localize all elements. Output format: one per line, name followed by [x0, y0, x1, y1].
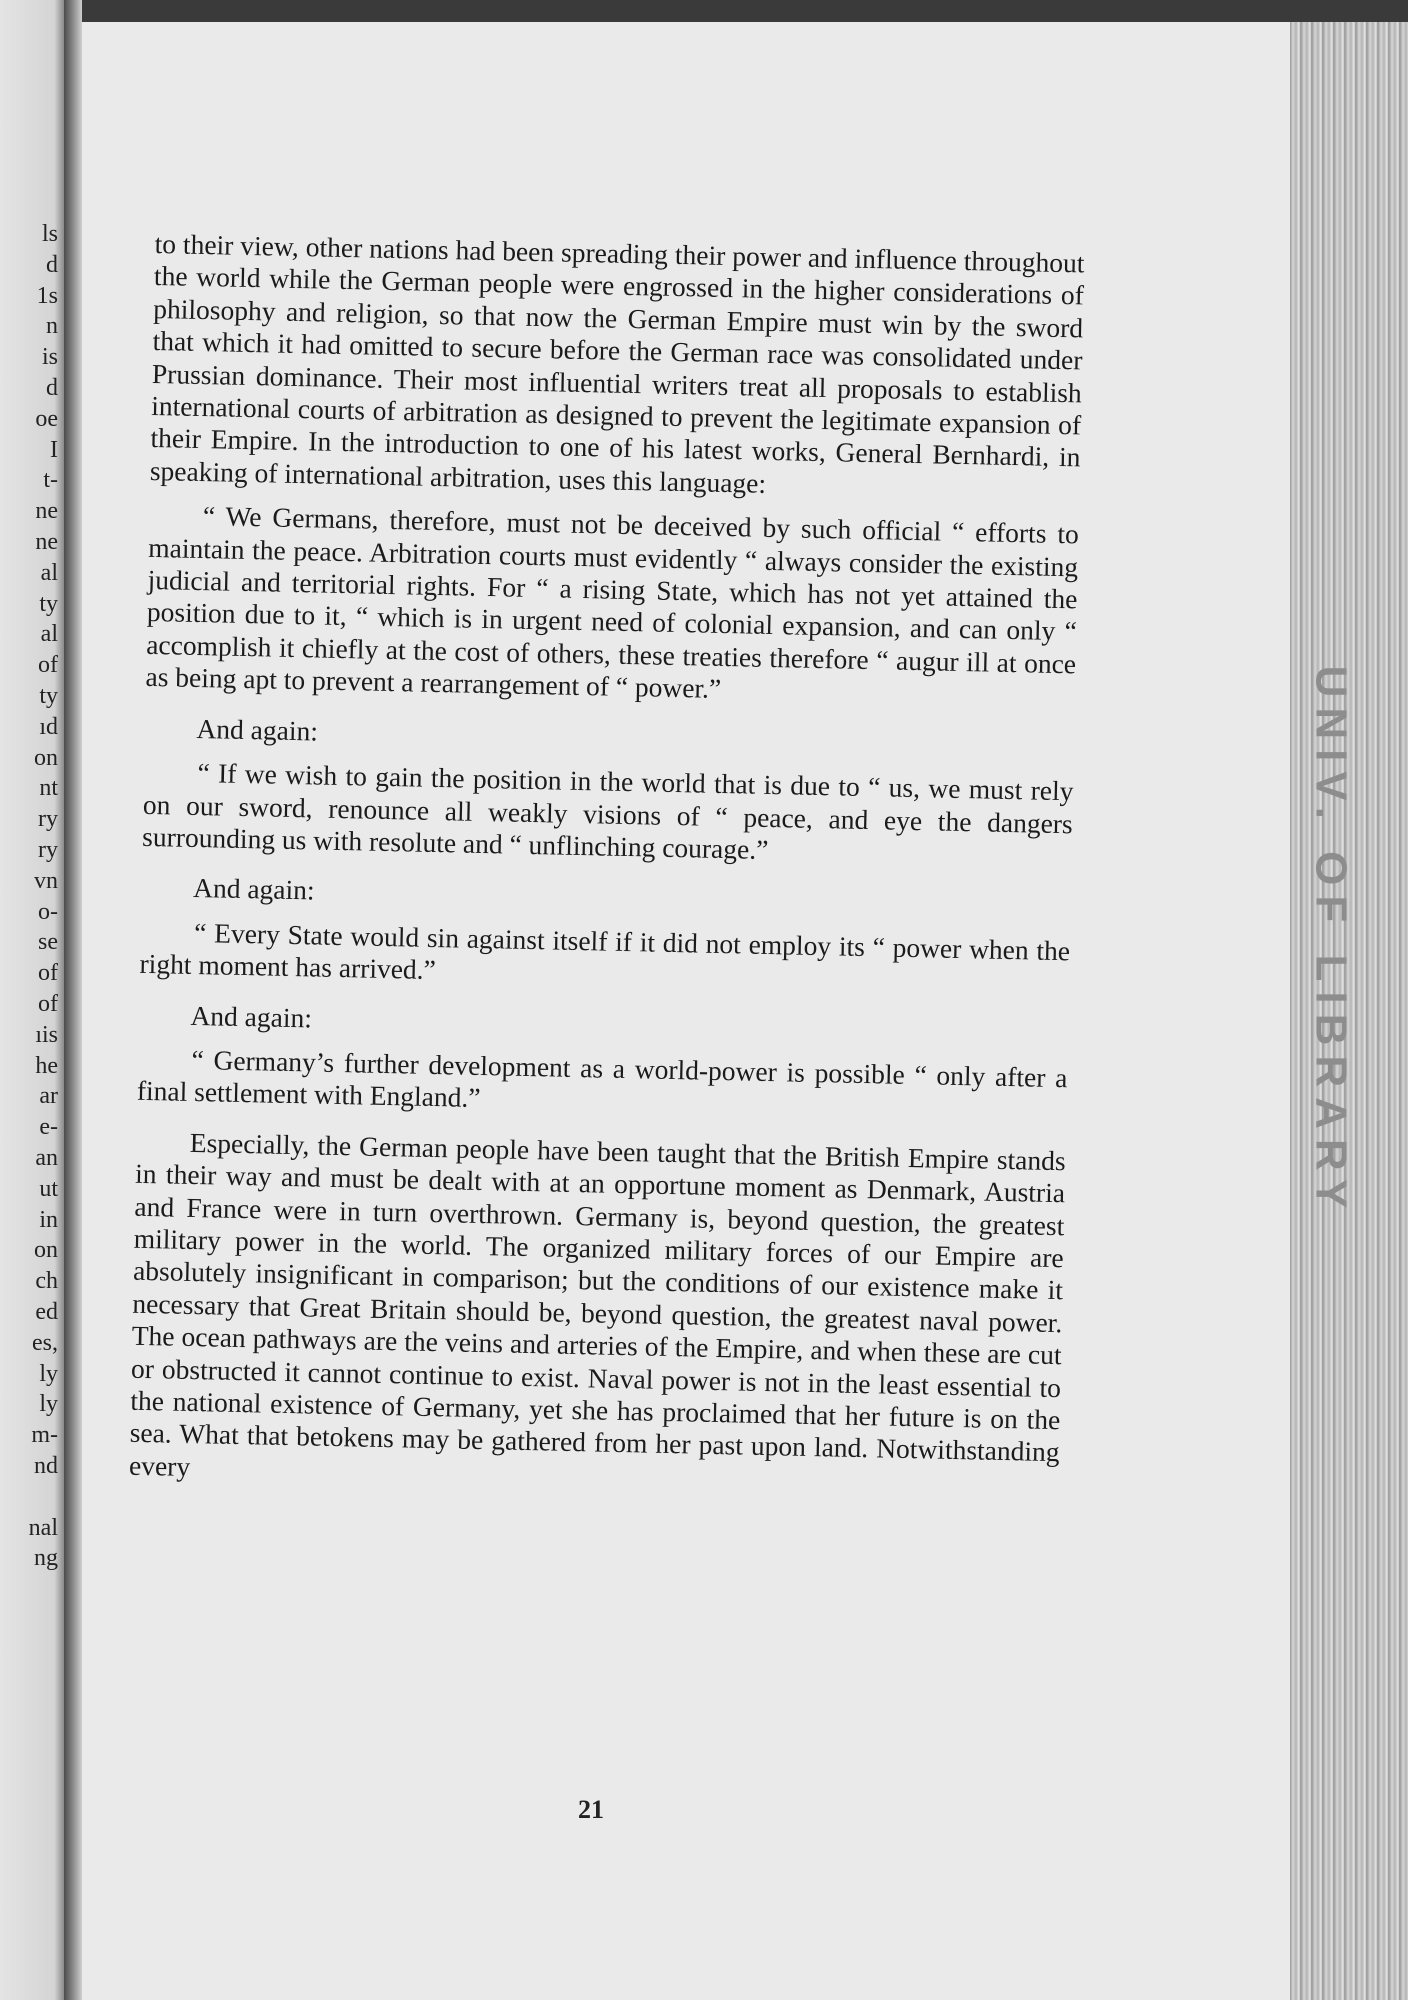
page-number: 21 [578, 1795, 604, 1824]
left-page-fragment: ly [39, 1391, 58, 1418]
left-page-fragment: in [39, 1206, 58, 1233]
left-page-fragment: t- [43, 467, 58, 494]
left-page-fragment: e- [39, 1114, 58, 1141]
quote-bernhardi-2: “ If we wish to gain the position in the world that is due to “ us, we must rely on our sword, renounce all weakly visions of “ peace, and eye the dangers surrounding us with resolute and “ unflinching courage.” [141, 757, 1074, 865]
left-page-fragment: vn [34, 867, 58, 894]
left-page-fragment: ng [34, 1545, 58, 1572]
left-page-fragment: ut [39, 1175, 58, 1202]
and-again-label: And again: [192, 872, 315, 906]
left-page-fragment: I [50, 436, 58, 463]
page-text [129, 228, 1085, 1501]
left-page-fragment: ne [35, 498, 58, 525]
paragraph-naval-power: Especially, the German people have been taught that the British Empire stands in their way and must be dealt with at an opportune moment as Denmark, Austria and France were in turn overthrown. Germany is, beyond question, the greatest military power in the world. The organized military forces of our Empire are absolutely insignificant in comparison; but the conditions of our existence make it necessary that Great Britain should be, beyond question, the greatest naval power. The ocean pathways are the veins and arteries of the Empire, and when these are cut or obstructed it cannot continue to exist. Naval power is not in the least essential to the national existence of Germany, yet she has proclaimed that her future is on the sea. What that betokens may be gathered from her past upon land. Notwithstanding every [128, 1126, 1066, 1482]
left-page-fragment: ry [38, 806, 58, 833]
left-page-fragment: ıd [39, 713, 58, 740]
quote-bernhardi-3: “ Every State would sin against itself if it did not employ its “ power when the right moment has arrived.” [139, 916, 1071, 986]
left-page-fragment: ne [35, 529, 58, 555]
left-page-fragment: nal [28, 1514, 58, 1541]
quote-bernhardi-4: “ Germany’s further development as a world-power is possible “ only after a final settlement with England.” [136, 1043, 1068, 1114]
left-page-fragment: ly [39, 1360, 58, 1387]
left-page-fragment: oe [35, 405, 58, 432]
left-page-fragment: on [34, 744, 58, 771]
left-page-fragment: m- [31, 1422, 58, 1449]
left-page-fragment: ed [35, 1299, 58, 1325]
left-page-fragment: ar [39, 1083, 58, 1110]
left-page-fragment: he [35, 1052, 58, 1079]
left-page-fragment: nd [34, 1453, 58, 1479]
left-page-fragment: nt [39, 775, 58, 802]
left-page-fragment: an [35, 1145, 58, 1171]
left-page-fragment: on [34, 1237, 58, 1264]
left-page-fragment: al [40, 621, 58, 648]
scan-border [0, 0, 1408, 22]
left-page-fragment: ty [39, 683, 58, 709]
left-page-fragment: 1s [36, 282, 58, 309]
left-page-fragment: n [46, 313, 58, 340]
left-page-fragment: is [41, 344, 58, 371]
quote-bernhardi-1: “ We Germans, therefore, must not be deceived by such official “ efforts to maintain the peace. Arbitration courts must evidently “ always consider the existing judicial and territorial rights. For “ a rising State, which has not yet attained the position due to it, “ which is in urgent need of colonial expansion, and can only “ accomplish it chiefly at the cost of others, these treaties therefore “ augur ill at once as being apt to prevent a rearrangement of “ power.” [145, 500, 1080, 705]
left-page-fragment: ıis [35, 1021, 58, 1048]
left-page-fragment: of [38, 991, 58, 1017]
library-stamp [1300, 662, 1360, 1222]
paragraph-intro: to their view, other nations had been spreading their power and influence throughout the world while the German people were engrossed in the higher considerations of philosophy and religion, so that now the German Empire must win by the sword that which it had omitted to secure before the German race was consolidated under Prussian dominance. Their most influential writers treat all proposals to establish international courts of arbitration as designed to prevent the legitimate expansion of their Empire. In the introduction to one of his latest works, General Bernhardi, in speaking of international arbitration, uses this language: [149, 228, 1085, 499]
book-gutter [64, 0, 82, 2000]
left-page-edge [0, 0, 64, 2000]
left-page-fragment: ry [38, 837, 58, 863]
left-page-fragment: d [46, 251, 58, 278]
and-again-label: And again: [190, 999, 313, 1033]
and-again-label: And again: [196, 712, 319, 747]
left-page-fragment: o- [38, 898, 58, 925]
left-page-fragment: ls [41, 221, 58, 247]
left-page-fragment: ty [39, 590, 58, 617]
page-edges [1290, 22, 1408, 2000]
left-page-fragment: ch [35, 1268, 58, 1295]
left-page-fragment: al [40, 559, 58, 586]
left-page-fragment: d [46, 375, 58, 401]
left-page-fragment: of [38, 652, 58, 679]
left-page-fragment: of [38, 960, 58, 987]
left-page-fragment: es, [32, 1329, 58, 1356]
library-stamp-text: UNIV. OF LIBRARY [1306, 665, 1355, 1219]
left-page-fragment: se [38, 929, 58, 956]
